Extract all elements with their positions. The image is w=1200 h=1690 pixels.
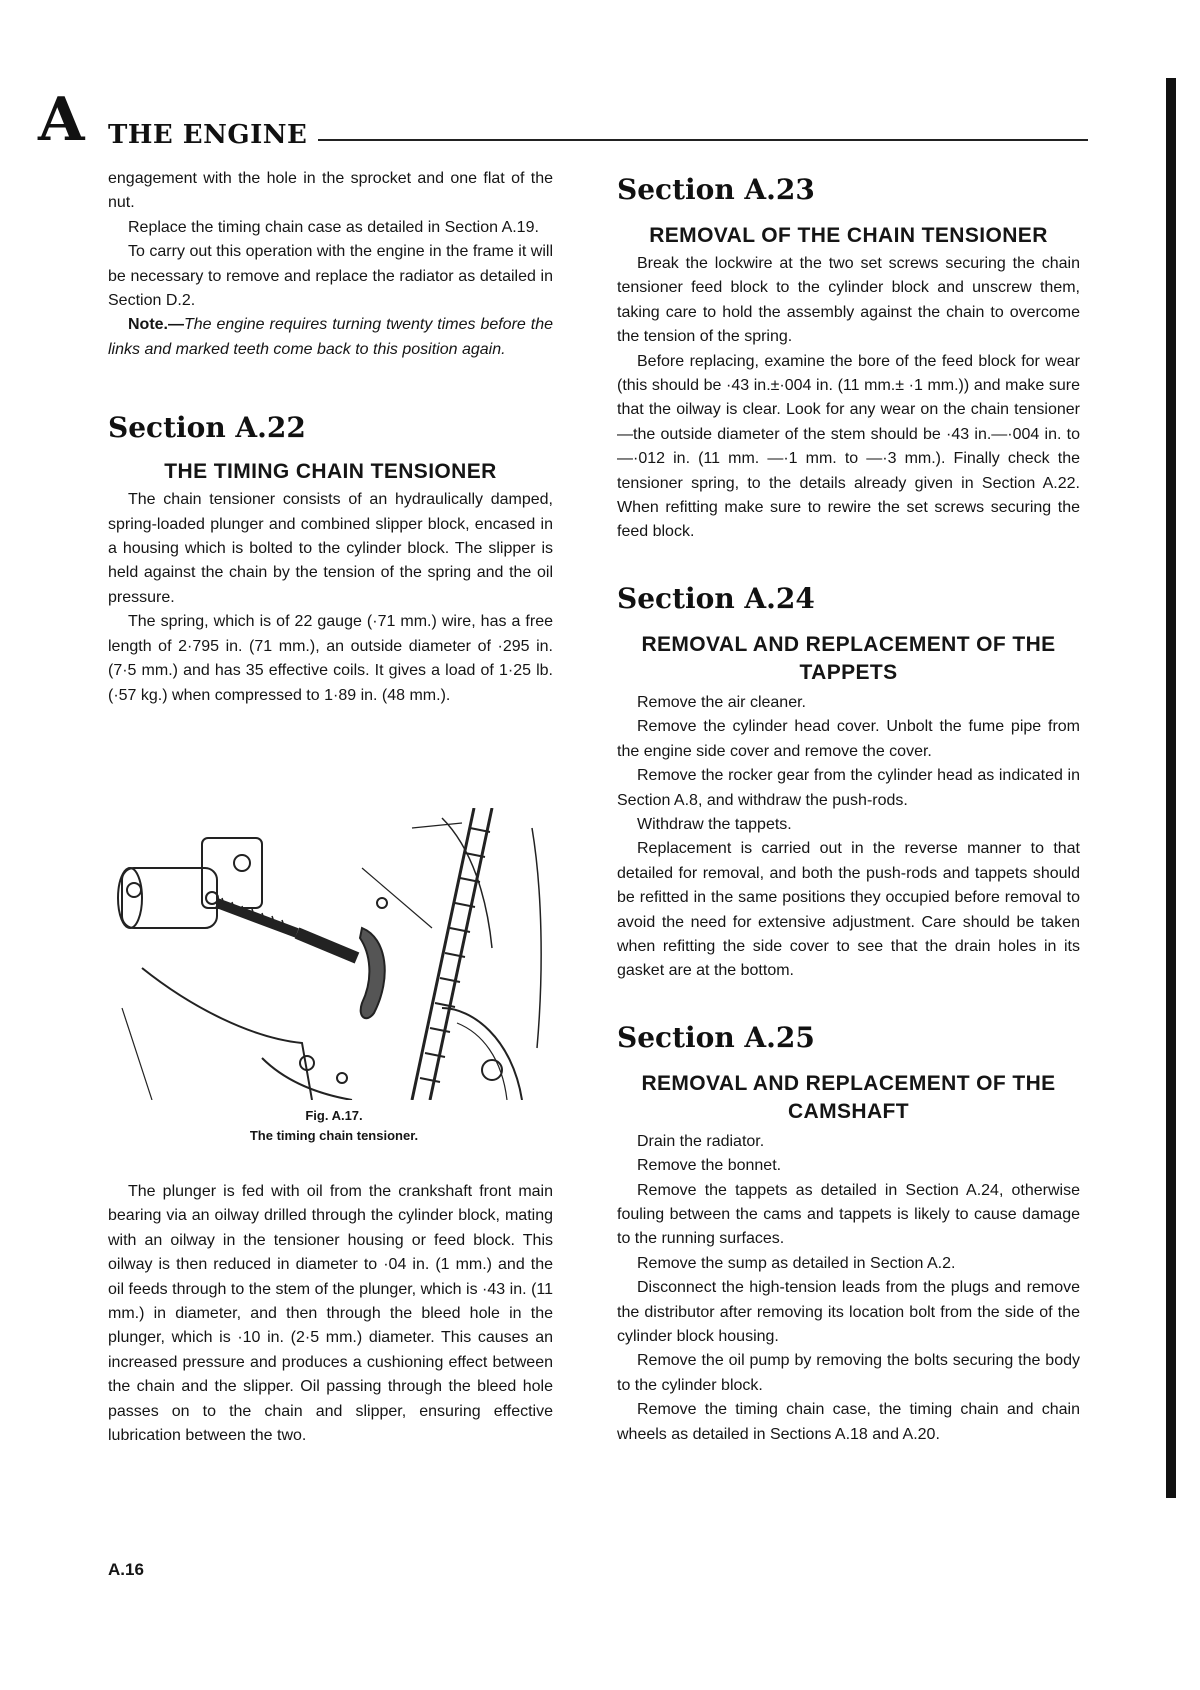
note-paragraph xyxy=(108,313,553,362)
paragraph: Drain the radiator. xyxy=(637,1132,765,1150)
section-heading-a24: Section A.24 xyxy=(617,581,815,615)
paragraph: Remove the rocker gear from the cylinder head as indicated in Section A.8, and withdraw the push-rods. xyxy=(617,767,1080,809)
section-subheading-a22: THE TIMING CHAIN TENSIONER xyxy=(164,460,497,484)
paragraph: Remove the tappets as detailed in Section A.24, otherwise fouling between the cams and tappets is likely to cause damage to the running surfaces. xyxy=(617,1181,1080,1248)
page-header xyxy=(38,82,1088,162)
section-subheading-a25: REMOVAL AND REPLACEMENT OF THE CAMSHAFT xyxy=(641,1071,1056,1123)
tensioner-illustration xyxy=(112,808,556,1100)
paragraph: Disconnect the high-tension leads from the plugs and remove the distributor after removing its location bolt from the side of the cylinder block housing. xyxy=(617,1279,1080,1345)
paragraph: engagement with the hole in the sprocket and one flat of the nut. xyxy=(108,170,553,212)
note-text: The engine requires turning twenty times before the links and marked teeth come back to this position again. xyxy=(108,316,553,358)
page-number: A.16 xyxy=(108,1560,144,1579)
paragraph: Before replacing, examine the bore of the feed block for wear (this should be ·43 in.±·004 in. (11 mm.± ·1 mm.)) and make sure that the oilway is clear. Look for any wear on the chain tensioner—the outside diameter of the stem should be ·43 in.—·004 in. to —·012 in. (11 mm. —·1 mm. to —·3 mm.). Finally check the tensioner spring, to the details already given in Section A.22. When refitting make sure to rewire the set screws securing the feed block. xyxy=(617,352,1080,541)
section-subheading-a23: REMOVAL OF THE CHAIN TENSIONER xyxy=(649,224,1048,247)
paragraph: The chain tensioner consists of an hydraulically damped, spring-loaded plunger and combined slipper block, encased in a housing which is bolted to the cylinder block. The slipper is held against the chain by the tension of the spring and the oil pressure. xyxy=(108,491,553,606)
paragraph: Remove the cylinder head cover. Unbolt the fume pipe from the engine side cover and remove the cover. xyxy=(617,718,1080,760)
paragraph: Remove the timing chain case, the timing chain and chain wheels as detailed in Sections A.18 and A.20. xyxy=(617,1401,1080,1443)
paragraph: Remove the bonnet. xyxy=(637,1157,782,1175)
paragraph: Withdraw the tappets. xyxy=(637,815,792,833)
figure-caption xyxy=(112,1106,556,1146)
right-column xyxy=(617,172,1080,1447)
paragraph: Remove the air cleaner. xyxy=(637,693,806,711)
figure-label: Fig. A.17. xyxy=(305,1108,363,1123)
page-edge-bar xyxy=(1166,78,1176,1498)
paragraph: Remove the oil pump by removing the bolts securing the body to the cylinder block. xyxy=(617,1352,1080,1394)
paragraph: Replacement is carried out in the reverse manner to that detailed for removal, and both the push-rods and tappets should be refitted in the same positions they occupied before removal to avoid the need for extensive adjustment. Care should be taken when refitting the side cover to see that the drain holes in its gasket are at the bottom. xyxy=(617,840,1080,980)
note-label: Note.— xyxy=(128,316,184,334)
chapter-title: THE ENGINE xyxy=(108,120,308,150)
paragraph: To carry out this operation with the engine in the frame it will be necessary to remove and replace the radiator as detailed in Section D.2. xyxy=(108,243,553,310)
section-heading-a25: Section A.25 xyxy=(617,1020,815,1054)
header-rule xyxy=(318,139,1088,141)
section-heading-a23: Section A.23 xyxy=(617,173,815,206)
paragraph: The spring, which is of 22 gauge (·71 mm.) wire, has a free length of 2·795 in. (71 mm.), an outside diameter of ·295 in. (7·5 mm.) and has 35 effective coils. It gives a load of 1·25 lb. (·57 kg.) when compressed to 1·89 in. (48 mm.). xyxy=(108,613,553,704)
section-subheading-a24: REMOVAL AND REPLACEMENT OF THE TAPPETS xyxy=(641,632,1056,684)
figure-caption-text: The timing chain tensioner. xyxy=(249,1128,419,1143)
section-heading-a22: Section A.22 xyxy=(108,411,306,445)
paragraph: The plunger is fed with oil from the crankshaft front main bearing via an oilway drilled through the cylinder block, mating with an oilway in the tensioner housing or feed block. This oilway is then reduced in diameter to ·04 in. (1 mm.) and the oil feeds through to the stem of the plunger, which is ·43 in. (11 mm.) in diameter, and then through the bleed hole in the plunger, which is ·10 in. (2·5 mm.) diameter. This causes an increased pressure and produces a cushioning effect between the chain and the slipper. Oil passing through the bleed hole passes on to the chain and slipper, ensuring effective lubrication between the two. xyxy=(108,1183,553,1445)
paragraph: Remove the sump as detailed in Section A.2. xyxy=(637,1254,956,1272)
figure-timing-chain-tensioner xyxy=(112,808,556,1100)
paragraph: Break the lockwire at the two set screws securing the chain tensioner feed block to the cylinder block and unscrew them, taking care to hold the assembly against the chain to overcome the tension of the spring. xyxy=(617,255,1080,346)
paragraph: Replace the timing chain case as detailed in Section A.19. xyxy=(128,218,539,236)
left-column-bottom xyxy=(108,1180,553,1448)
section-letter: A xyxy=(38,85,85,155)
left-column-top xyxy=(108,167,553,708)
